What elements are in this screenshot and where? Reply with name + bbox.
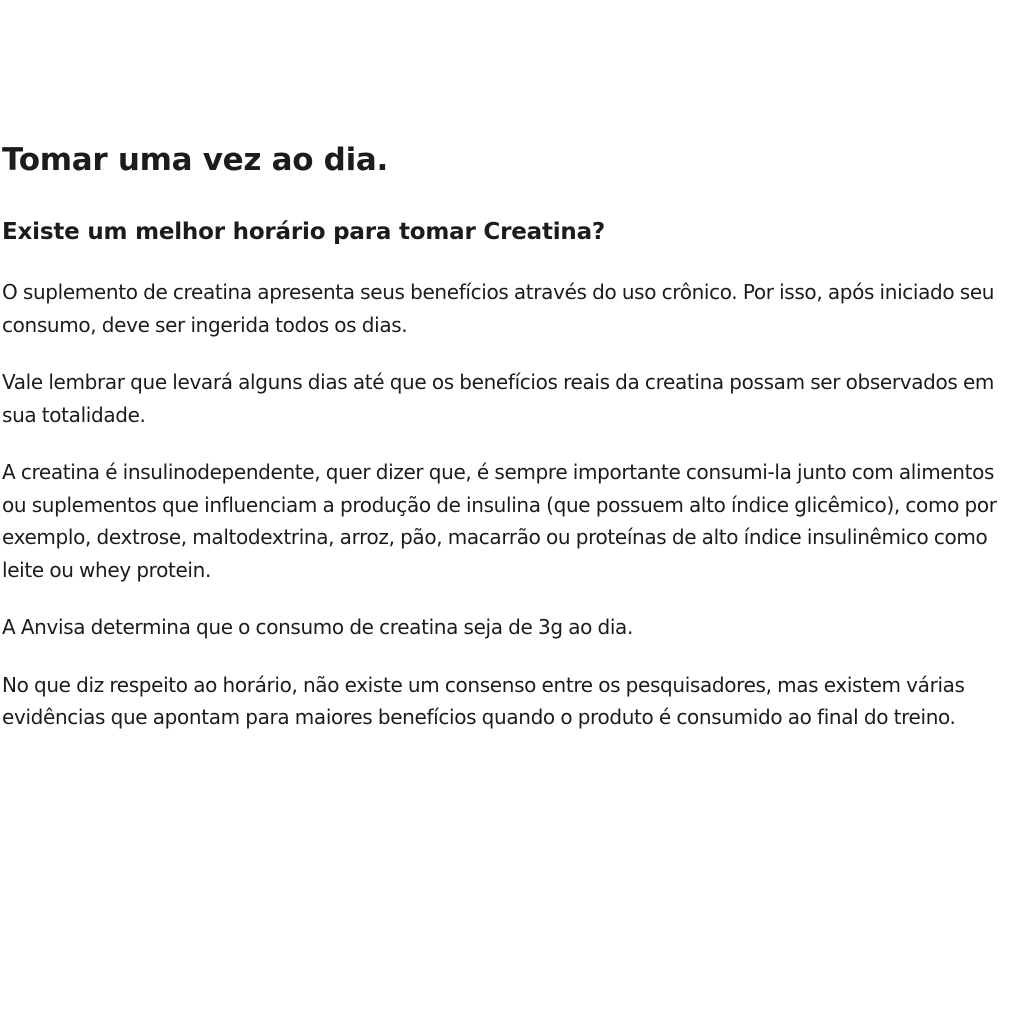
paragraph-daily-use: O suplemento de creatina apresenta seus benefícios através do uso crônico. Por isso, após iniciado seu consumo, deve ser ingerida todos os dias.: [2, 280, 995, 337]
paragraph-anvisa-dose: A Anvisa determina que o consumo de creatina seja de 3g ao dia.: [2, 615, 633, 640]
paragraph-benefits-timing: Vale lembrar que levará alguns dias até que os benefícios reais da creatina possam ser observados em sua totalidade.: [2, 370, 995, 427]
paragraph-schedule: No que diz respeito ao horário, não existe um consenso entre os pesquisadores, mas existem várias evidências que apontam para maiores benefícios quando o produto é consumido ao final do treino.: [2, 672, 965, 730]
section-heading: Existe um melhor horário para tomar Creatina?: [2, 219, 606, 246]
page-title: Tomar uma vez ao dia.: [2, 142, 388, 178]
paragraph-insulin: A creatina é insulinodependente, quer dizer que, é sempre importante consumi-la junto com alimentos ou suplementos que influenciam a produção de insulina (que possuem alto índice glicêmico), como por exemplo, dextrose, maltodextrina, arroz, pão, macarrão ou proteínas de alto índice insulinêmico como leite ou whey protein.: [2, 460, 997, 582]
